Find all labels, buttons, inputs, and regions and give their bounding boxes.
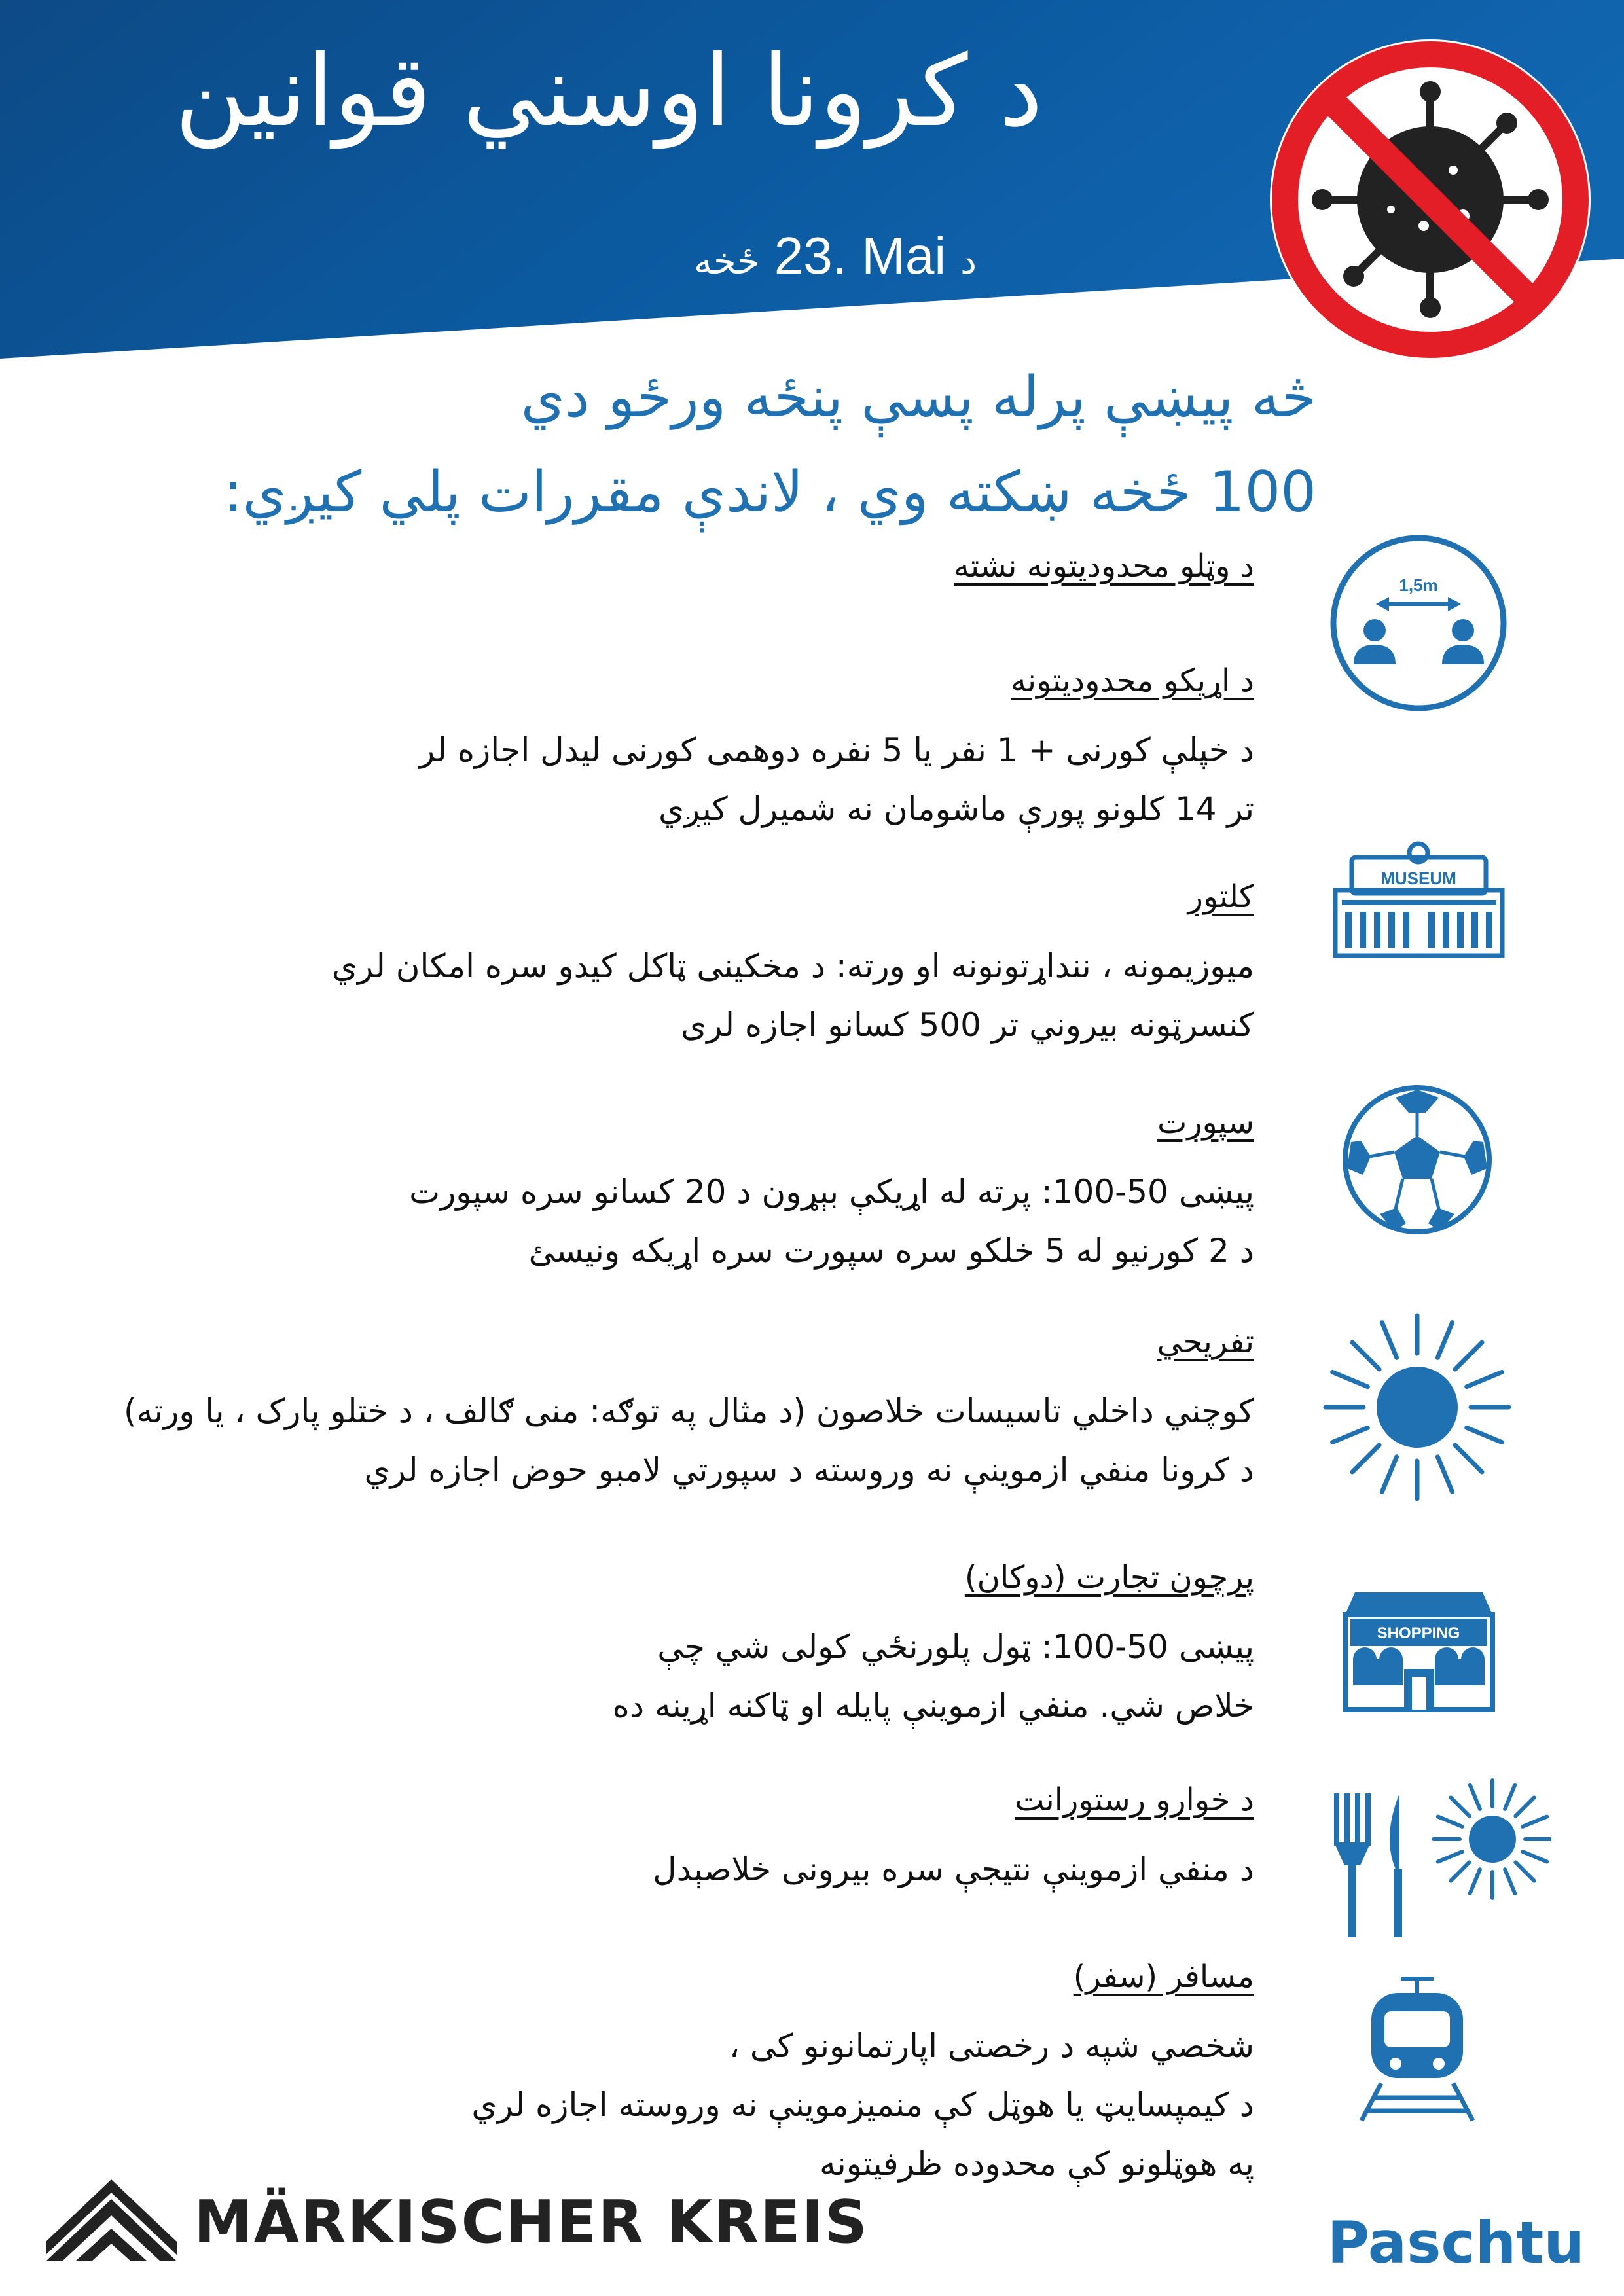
sun-ray	[1352, 1445, 1379, 1472]
sun-ray	[1437, 1457, 1452, 1492]
sun-ray	[1352, 1342, 1379, 1369]
section-title: تفريحي	[1157, 1323, 1254, 1360]
section-line: د خپلې کورنی + 1 نفر يا 5 نفره دوهمی کورنی ليدل اجازه لر	[419, 731, 1254, 769]
sun-ray	[1455, 1445, 1482, 1472]
section-title: د خوارو رستورانت	[1015, 1782, 1254, 1818]
section-line: د 2 کورنيو له 5 خلکو سره سپورت سره اړيکه ونيسئ	[528, 1232, 1254, 1270]
section-line: په هوټلونو کې محدوده ظرفيتونه	[820, 2145, 1254, 2183]
date-word: ځخه	[694, 240, 760, 283]
sun-icon	[1322, 1312, 1512, 1502]
sun-ray	[1382, 1323, 1396, 1358]
section-leisure	[0, 1319, 1254, 1499]
date-line	[694, 226, 1060, 298]
sun-ray	[1523, 1852, 1547, 1861]
section-line: د منفي ازموينې نتيجې سره بيرونی خلاصېدل	[653, 1850, 1254, 1888]
brand-name: MÄRKISCHER KREIS	[194, 2187, 869, 2257]
section-sport	[0, 1100, 1254, 1280]
sun-ray	[1333, 1372, 1368, 1386]
sun-ray	[1451, 1862, 1469, 1880]
train-icon	[1348, 1973, 1486, 2124]
section-title: د وټلو محدوديتونه نشته	[954, 548, 1254, 584]
section-title: سپورت	[1157, 1104, 1254, 1141]
sun-ray	[1455, 1342, 1482, 1369]
section-line: پيښی 50-100: ټول پلورنځي کولی شي چې	[657, 1628, 1254, 1666]
section-line: پيښی 50-100: پرته له اړيکې بېړون د 20 کسانو سره سپورت	[409, 1173, 1254, 1211]
sun-ray	[1382, 1457, 1396, 1492]
sun-ray	[1470, 1785, 1480, 1809]
sun-ray	[1333, 1427, 1368, 1442]
section-line: کنسرټونه بيروني تر 500 کسانو اجازه لری	[681, 1006, 1254, 1044]
section-restaurant	[0, 1777, 1254, 1899]
restaurant-icon	[1329, 1767, 1551, 1944]
sun-ray	[1438, 1852, 1462, 1861]
sun-ray	[1437, 1323, 1452, 1358]
section-line: تر 14 کلونو پورې ماشومان نه شميرل کيږي	[659, 790, 1254, 828]
brand-logo-icon	[46, 2179, 177, 2265]
section-line: خلاص شي. منفي ازموينې پايله او ټاکنه اړينه ده	[612, 1687, 1254, 1725]
section-line: کوچني داخلي تاسيسات خلاصون (د مثال په توګه: منی ګالف ، د ختلو پارک ، يا ورته)	[123, 1392, 1254, 1430]
sun-ray	[1523, 1817, 1547, 1827]
intro-line-2: 100 ځخه ښکته وي ، لاندې مقررات پلي کيږي:	[223, 459, 1316, 525]
date-number: 23. Mai	[774, 226, 947, 285]
section-culture	[0, 874, 1254, 1054]
sun-ray	[1467, 1427, 1502, 1442]
intro-text	[105, 350, 1316, 540]
section-line: ميوزيمونه ، ننداړتونونه او ورته: د مخکينی ټاکل کيدو سره امکان لري	[331, 947, 1254, 985]
museum-label: MUSEUM	[1380, 869, 1456, 888]
shopping-icon	[1339, 1587, 1499, 1715]
no-coronavirus-icon	[1260, 29, 1600, 370]
section-title: د اړيکو محدوديتونه	[1011, 662, 1254, 699]
section-title: پرچون تجارت (دوکان)	[964, 1559, 1254, 1596]
museum-icon	[1326, 841, 1512, 962]
section-title: مسافر (سفر)	[1073, 1958, 1254, 1995]
soccer-ball-icon	[1341, 1083, 1494, 1237]
distance-label: 1,5m	[1399, 575, 1438, 595]
sun-ray	[1470, 1869, 1480, 1893]
sun-ray	[1515, 1862, 1534, 1880]
sun-ray	[1505, 1785, 1515, 1809]
sun-ray	[1451, 1797, 1469, 1816]
section-retail	[0, 1554, 1254, 1735]
section-line: د کيمپسايټ يا هوټل کې منميزموينې نه وروسته اجازه لري	[471, 2086, 1254, 2124]
section-distance-rules	[0, 543, 1254, 606]
section-title: کلتور	[1187, 878, 1254, 915]
section-contact-rules	[0, 658, 1254, 838]
section-line: شخصي شپه د رخصتی اپارتمانونو کی ،	[729, 2027, 1254, 2065]
sun-ray	[1515, 1797, 1534, 1816]
language-label: Paschtu	[1327, 2209, 1585, 2276]
section-line: د کرونا منفي ازموينې نه وروسته د سپورتي لامبو حوض اجازه لري	[364, 1451, 1254, 1489]
sun-ray	[1438, 1817, 1462, 1827]
distance-icon	[1329, 533, 1509, 713]
section-travel	[0, 1954, 1254, 2193]
intro-line-1: څه پيښې پرله پسې پنځه ورځو دي	[520, 365, 1316, 430]
sun-ray	[1505, 1869, 1515, 1893]
page-title: د کرونا اوسني قوانين	[174, 35, 1043, 149]
brand-logo	[46, 2173, 869, 2271]
date-prefix: د	[960, 240, 977, 283]
sun-ray	[1467, 1372, 1502, 1386]
shopping-label: SHOPPING	[1377, 1624, 1460, 1642]
